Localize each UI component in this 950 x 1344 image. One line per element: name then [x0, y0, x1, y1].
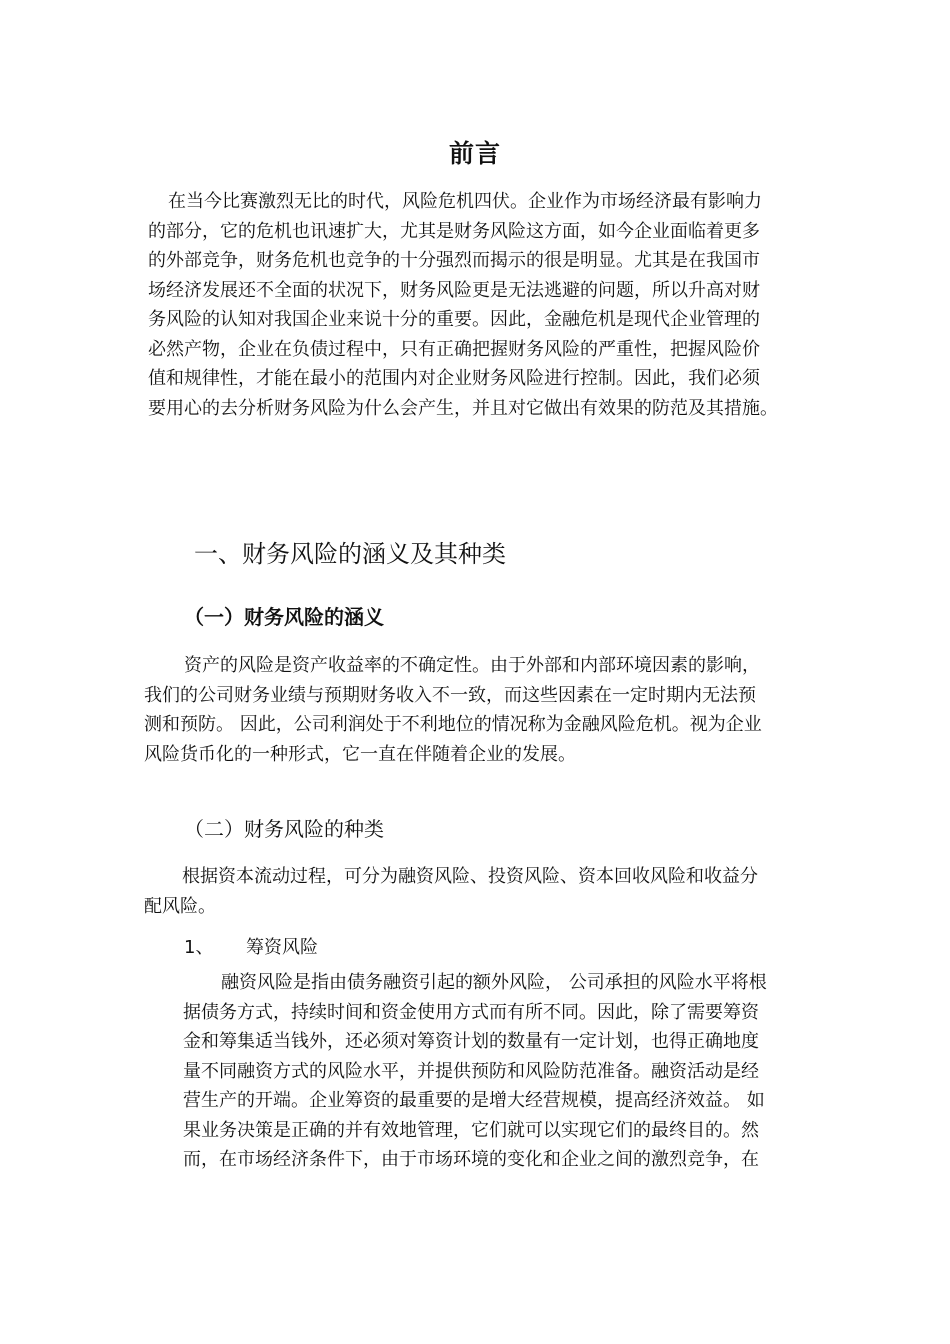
text-line: 量不同融资方式的风险水平，并提供预防和风险防范准备。融资活动是经 [183, 1060, 759, 1082]
list-item-heading [184, 933, 318, 959]
text-line: 值和规律性，才能在最小的范围内对企业财务风险进行控制。因此，我们必须 [148, 368, 760, 389]
text-line: 根据资本流动过程，可分为融资风险、投资风险、资本回收风险和收益分 [182, 866, 758, 887]
text-line: 我们的公司财务业绩与预期财务收入不一致，而这些因素在一定时期内无法预 [144, 684, 756, 706]
text-line: 融资风险是指由债务融资引起的额外风险， 公司承担的风险水平将根 [221, 972, 767, 993]
text-line: 而，在市场经济条件下，由于市场环境的变化和企业之间的激烈竞争，在 [183, 1149, 759, 1170]
subsection-heading: （二）财务风险的种类 [184, 817, 384, 841]
page-title: 前言 [448, 139, 501, 168]
text-line: 配风险。 [144, 895, 216, 917]
list-item-label: 筹资风险 [246, 937, 318, 958]
text-line: 营生产的开端。企业筹资的最重要的是增大经营规模，提高经济效益。 如 [183, 1090, 765, 1111]
text-line: 场经济发展还不全面的状况下，财务风险更是无法逃避的问题，所以升高对财 [148, 279, 760, 301]
text-line: 资产的风险是资产收益率的不确定性。由于外部和内部环境因素的影响， [184, 655, 760, 676]
text-line: 果业务决策是正确的并有效地管理，它们就可以实现它们的最终目的。然 [183, 1119, 759, 1141]
preface-paragraph [148, 187, 808, 423]
text-line: 要用心的去分析财务风险为什么会产生，并且对它做出有效果的防范及其措施。 [148, 397, 778, 419]
text-line: 务风险的认知对我国企业来说十分的重要。因此，金融危机是现代企业管理的 [148, 309, 760, 330]
text-line: 据债务方式，持续时间和资金使用方式而有所不同。因此，除了需要筹资 [183, 1001, 759, 1023]
text-line: 测和预防。 因此，公司利润处于不利地位的情况称为金融风险危机。视为企业 [144, 714, 762, 735]
text-line: 的外部竞争，财务危机也竞争的十分强烈而揭示的很是明显。尤其是在我国市 [148, 250, 760, 271]
text-line: 在当今比赛激烈无比的时代，风险危机四伏。企业作为市场经济最有影响力 [168, 191, 762, 212]
section-heading: 一、财务风险的涵义及其种类 [194, 540, 506, 568]
financing-risk-paragraph [183, 968, 809, 1175]
subsection-heading: （一）财务风险的涵义 [184, 605, 384, 629]
list-item-number: 1、 [184, 937, 214, 958]
definition-paragraph [144, 651, 809, 769]
text-line: 金和筹集适当钱外，还必须对筹资计划的数量有一定计划，也得正确地度 [183, 1031, 759, 1052]
text-line: 的部分，它的危机也讯速扩大，尤其是财务风险这方面，如今企业面临着更多 [148, 220, 760, 242]
types-paragraph [144, 862, 809, 921]
text-line: 必然产物，企业在负债过程中，只有正确把握财务风险的严重性，把握风险价 [148, 338, 760, 360]
text-line: 风险货币化的一种形式，它一直在伴随着企业的发展。 [144, 743, 576, 765]
